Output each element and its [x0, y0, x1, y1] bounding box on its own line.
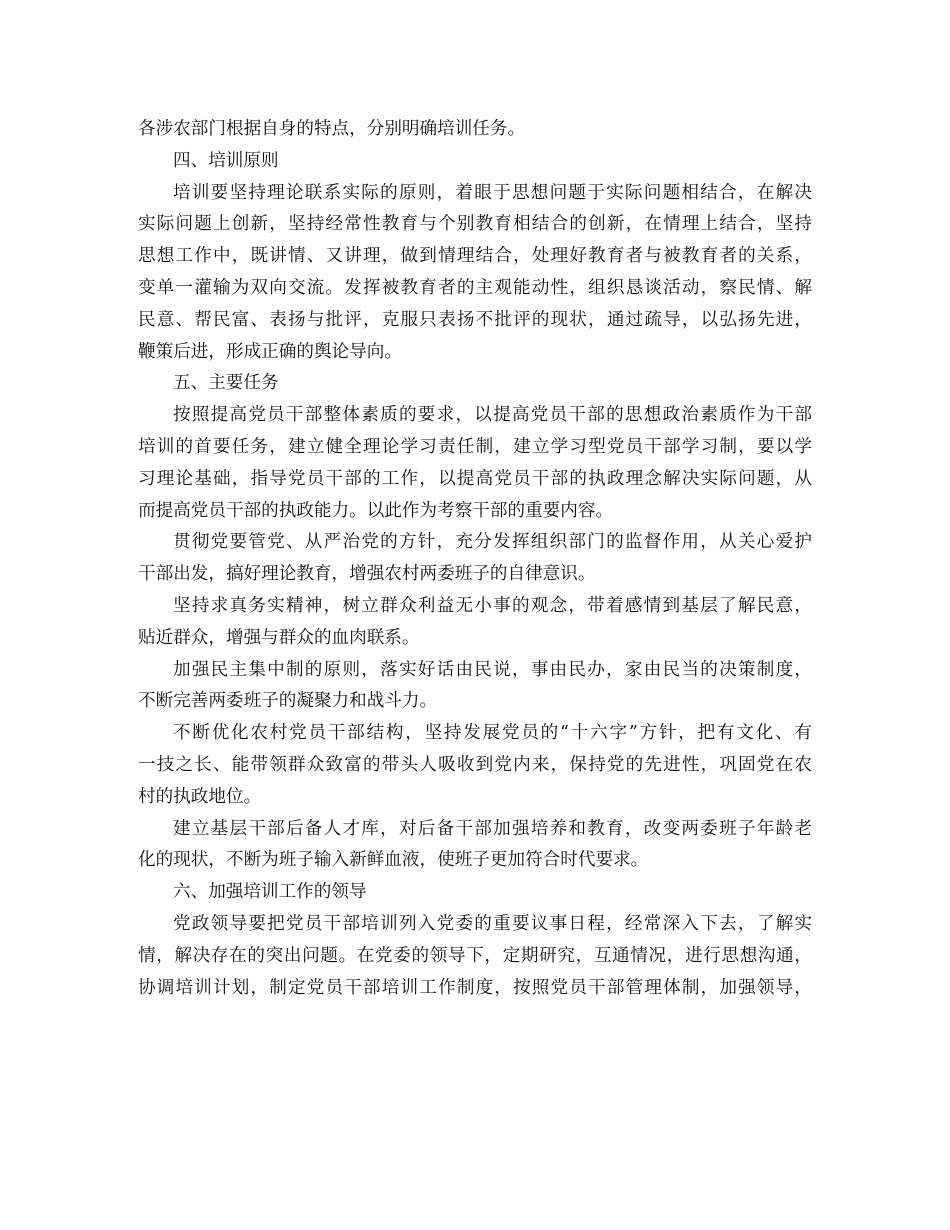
- section-heading: 四、培训原则: [173, 150, 279, 171]
- text-line: 民意、帮民富、表扬与批评，克服只表扬不批评的现状，通过疏导，以弘扬先进，: [138, 309, 812, 330]
- text-line: 各涉农部门根据自身的特点，分别明确培训任务。: [138, 119, 526, 139]
- text-line: 情，解决存在的突出问题。在党委的领导下，定期研究，互通情况，进行思想沟通，: [138, 945, 812, 966]
- text-line: 变单一灌输为双向交流。发挥被教育者的主观能动性，组织恳谈活动，察民情、解: [138, 277, 812, 298]
- text-line: 不断完善两委班子的凝聚力和战斗力。: [138, 691, 438, 712]
- text-line: 按照提高党员干部整体素质的要求，以提高党员干部的思想政治素质作为干部: [173, 405, 812, 426]
- text-line: 贴近群众，增强与群众的血肉联系。: [138, 627, 420, 648]
- text-line: 培训的首要任务，建立健全理论学习责任制，建立学习型党员干部学习制，要以学: [138, 436, 812, 457]
- text-line: 加强民主集中制的原则，落实好话由民说，事由民办，家由民当的决策制度，: [173, 659, 812, 680]
- document-body: [138, 114, 812, 1004]
- text-line: 培训要坚持理论联系实际的原则，着眼于思想问题于实际问题相结合，在解决: [173, 182, 812, 203]
- text-line: 村的执政地位。: [138, 786, 262, 807]
- text-line: 习理论基础，指导党员干部的工作，以提高党员干部的执政理念解决实际问题，从: [138, 468, 812, 489]
- text-line: 党政领导要把党员干部培训列入党委的重要议事日程，经常深入下去，了解实: [173, 913, 812, 934]
- text-line: 化的现状，不断为班子输入新鲜血液，使班子更加符合时代要求。: [138, 850, 649, 871]
- text-line: 而提高党员干部的执政能力。以此作为考察干部的重要内容。: [138, 500, 614, 521]
- section-heading: 五、主要任务: [173, 373, 279, 394]
- section-heading: 六、加强培训工作的领导: [173, 882, 367, 903]
- text-line: 坚持求真务实精神，树立群众利益无小事的观念，带着感情到基层了解民意，: [173, 595, 812, 616]
- text-line: 贯彻党要管党、从严治党的方针，充分发挥组织部门的监督作用，从关心爱护: [173, 532, 812, 553]
- text-line: 思想工作中，既讲情、又讲理，做到情理结合，处理好教育者与被教育者的关系，: [138, 246, 812, 267]
- text-line: 协调培训计划，制定党员干部培训工作制度，按照党员干部管理体制，加强领导，: [138, 977, 812, 998]
- text-line: 不断优化农村党员干部结构，坚持发展党员的“十六字”方针，把有文化、有: [173, 723, 812, 744]
- text-line: 鞭策后进，形成正确的舆论导向。: [138, 341, 402, 362]
- text-line: 一技之长、能带领群众致富的带头人吸收到党内来，保持党的先进性，巩固党在农: [138, 754, 812, 775]
- text-line: 干部出发，搞好理论教育，增强农村两委班子的自律意识。: [138, 564, 596, 585]
- text-line: 建立基层干部后备人才库，对后备干部加强培养和教育，改变两委班子年龄老: [173, 818, 812, 839]
- text-line: 实际问题上创新，坚持经常性教育与个别教育相结合的创新，在情理上结合，坚持: [138, 214, 812, 235]
